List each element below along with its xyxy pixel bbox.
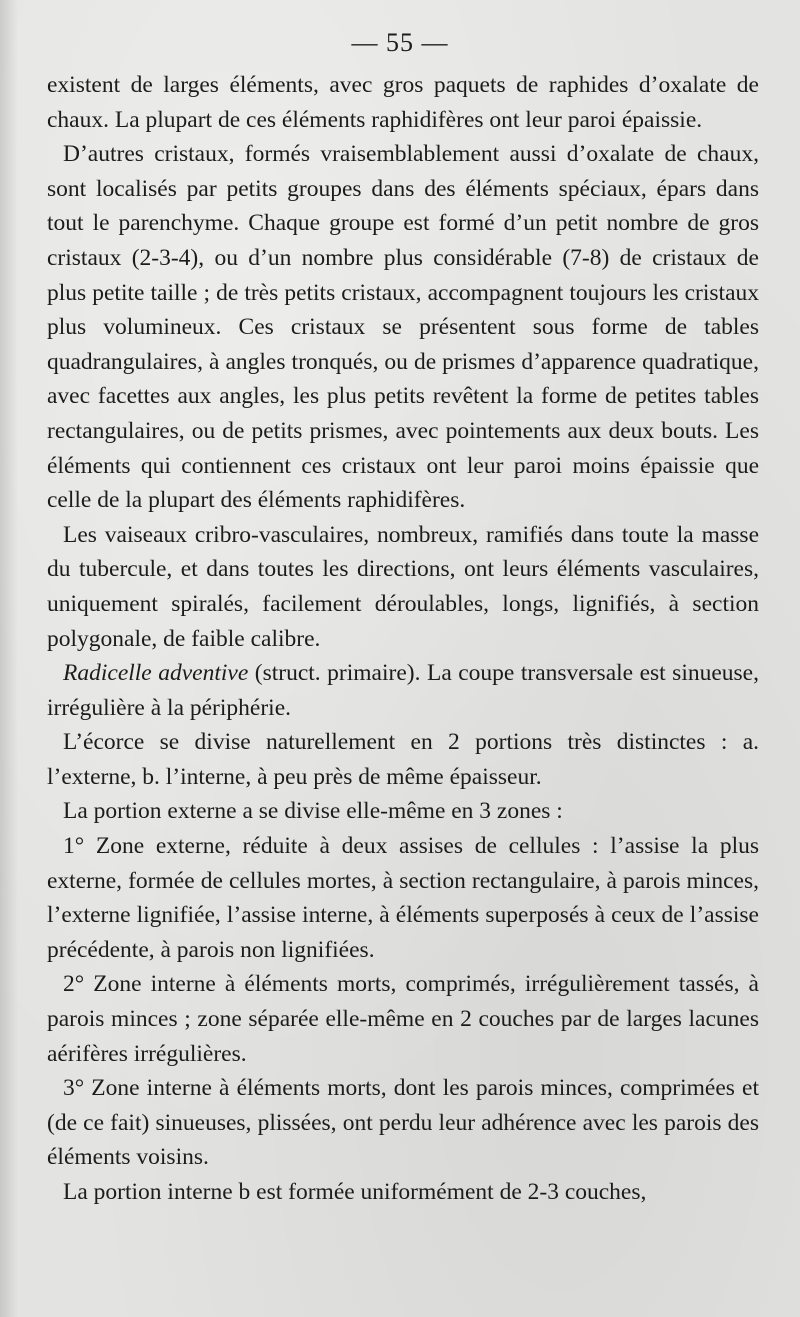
radicelle-text: (struct. primaire). La coupe transversale est sinueuse, irrégulière à la périphérie.	[47, 660, 759, 721]
page-number: — 55 —	[351, 28, 449, 57]
paragraph: D’autres cristaux, formés vraisemblablement aussi d’oxalate de chaux, sont localisés par petits groupes dans des éléments spéciaux, épars dans tout le parenchyme. Chaque groupe est formé d’un petit nombre de gros cristaux (2-3-4), ou d’un nombre plus considérable (7-8) de cristaux de plus petite taille ; de très petits cristaux, accompagnent toujours les cristaux plus volumineux. Ces cristaux se présentent sous forme de tables quadrangulaires, à angles tronqués, ou de prismes d’apparence quadratique, avec facettes aux angles, les plus petits revêtent la forme de petites tables rectangulaires, ou de petits prismes, avec pointements aux deux bouts. Les éléments qui contiennent ces cristaux ont leur paroi moins épaissie que celle de la plupart des éléments raphidifères.	[47, 141, 759, 514]
body-text	[47, 68, 759, 1210]
paragraph: 1° Zone externe, réduite à deux assises de cellules : l’assise la plus externe, formée de cellules mortes, à section rectangulaire, à parois minces, l’externe lignifiée, l’assise interne, à éléments superposés à ceux de l’assise précédente, à parois non lignifiées.	[47, 833, 759, 963]
paragraph: Les vaiseaux cribro-vasculaires, nombreux, ramifiés dans toute la masse du tubercule, et dans toutes les directions, ont leurs éléments vasculaires, uniquement spiralés, facilement déroulables, longs, lignifiés, à section polygonale, de faible calibre.	[47, 521, 759, 652]
radicelle-paragraph	[47, 656, 759, 725]
paragraph: L’écorce se divise naturellement en 2 portions très distinctes : a. l’externe, b. l’interne, à peu près de même épaisseur.	[47, 729, 759, 790]
page-spine-shadow	[0, 0, 18, 1317]
radicelle-title: Radicelle adventive	[63, 660, 249, 687]
paragraph: 3° Zone interne à éléments morts, dont les parois minces, comprimées et (de ce fait) sinueuses, plissées, ont perdu leur adhérence avec les parois des éléments voisins.	[47, 1075, 759, 1171]
paragraph: existent de larges éléments, avec gros paquets de raphides d’oxalate de chaux. La plupart de ces éléments raphidifères ont leur paroi épaissie.	[47, 72, 759, 133]
paragraph: La portion interne b est formée uniformément de 2-3 couches,	[63, 1179, 647, 1205]
paragraph: 2° Zone interne à éléments morts, comprimés, irrégulièrement tassés, à parois minces ; zone séparée elle-même en 2 couches par de larges lacunes aérifères irrégulières.	[47, 971, 759, 1067]
paragraph: La portion externe a se divise elle-même en 3 zones :	[63, 798, 563, 825]
